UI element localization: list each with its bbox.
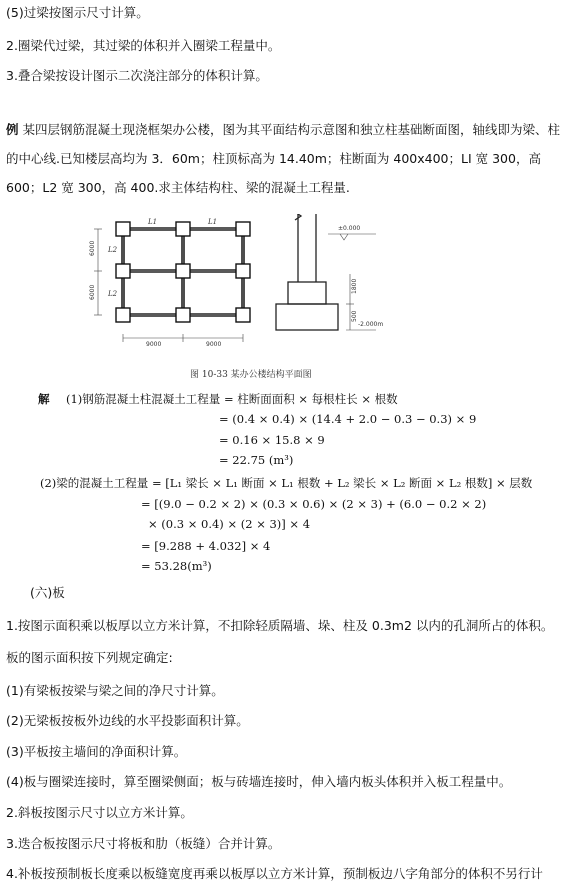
beam-label-l2: L2 (108, 290, 118, 298)
slab-rule-1: 1.按图示面积乘以板厚以立方米计算，不扣除轻质隔墙、垛、柱及 0.3m2 以内的孔洞所占的体积。 (6, 618, 554, 633)
rule-lintel: (5)过梁按图示尺寸计算。 (6, 5, 149, 20)
plan-dim-y1: 6000 (89, 240, 96, 256)
slab-rule-sloped: 2.斜板按图示尺寸以立方米计算。 (6, 805, 193, 820)
example-label: 例 (6, 122, 19, 137)
plan-dim-x2: 9000 (206, 341, 222, 348)
elevation-bottom: -2.000m (358, 321, 384, 328)
plan-dim-x1: 9000 (146, 341, 162, 348)
beam-step-2: × (0.3 × 0.4) × (2 × 3)] × 4 (148, 517, 311, 531)
slab-rule-flat-slab: (2)无梁板按板外边线的水平投影面积计算。 (6, 713, 249, 728)
plan-dim-y2: 6000 (89, 284, 96, 300)
figure-caption: 图 10-33 某办公楼结构平面图 (190, 370, 312, 380)
column-formula-title: (1)钢筋混凝土柱混凝土工程量 = 柱断面面积 × 每根柱长 × 根数 (66, 392, 398, 406)
beam-label-l2: L2 (108, 246, 118, 254)
solution-label: 解 (38, 392, 50, 406)
slab-rule-beam-slab: (1)有梁板按梁与梁之间的净尺寸计算。 (6, 683, 224, 698)
column-result: = 22.75 (m³) (219, 453, 294, 467)
beam-step-1: = [(9.0 − 0.2 × 2) × (0.3 × 0.6) × (2 × 3) + (6.0 − 0.2 × 2) (141, 497, 487, 511)
elevation-top: ±0.000 (338, 225, 361, 232)
section-six-heading: (六)板 (30, 585, 65, 600)
example-text: 某四层钢筋混凝土现浇框架办公楼，图为其平面结构示意图和独立柱基础断面图，轴线即为梁、柱的中心线.已知楼层高均为 3．60m；柱顶标高为 14.40m；柱断面为 400x400；LI 宽 300，高 600；L2 宽 300，高 400.求主体结构柱、梁的混凝土工程量. (6, 122, 561, 195)
example-paragraph (6, 115, 562, 202)
slab-rule-composite: 3.迭合板按图示尺寸将板和肋（板缝）合并计算。 (6, 836, 281, 851)
beam-result: = 53.28(m³) (141, 559, 212, 573)
section-dim-2: 500 (351, 310, 358, 322)
rule-composite-beam: 3.叠合梁按设计图示二次浇注部分的体积计算。 (6, 68, 268, 83)
slab-rule-area-intro: 板的图示面积按下列规定确定: (6, 650, 173, 665)
beam-label-l1: L1 (208, 218, 218, 226)
rule-ring-beam: 2.圈梁代过梁，其过梁的体积并入圈梁工程量中。 (6, 38, 281, 53)
slab-rule-filler: 4.补板按预制板长度乘以板缝宽度再乘以板厚以立方米计算，预制板边八字角部分的体积不另行计 (6, 866, 543, 881)
slab-rule-plain-slab: (3)平板按主墙间的净面积计算。 (6, 744, 187, 759)
beam-formula-title: (2)梁的混凝土工程量 = [L₁ 梁长 × L₁ 断面 × L₁ 根数 + L₂ 梁长 × L₂ 断面 × L₂ 根数] × 层数 (40, 476, 533, 490)
beam-label-l1: L1 (148, 218, 158, 226)
column-step-2: = 0.16 × 15.8 × 9 (219, 433, 325, 447)
beam-step-3: = [9.288 + 4.032] × 4 (141, 539, 271, 553)
section-dim-1: 1800 (351, 278, 358, 294)
slab-rule-connection: (4)板与圈梁连接时，算至圈梁侧面；板与砖墙连接时，伸入墙内板头体积并入板工程量中。 (6, 774, 512, 789)
column-step-1: = (0.4 × 0.4) × (14.4 + 2.0 − 0.3 − 0.3) × 9 (219, 412, 477, 426)
footing-section-figure (268, 214, 388, 344)
floor-plan-figure (88, 210, 268, 360)
